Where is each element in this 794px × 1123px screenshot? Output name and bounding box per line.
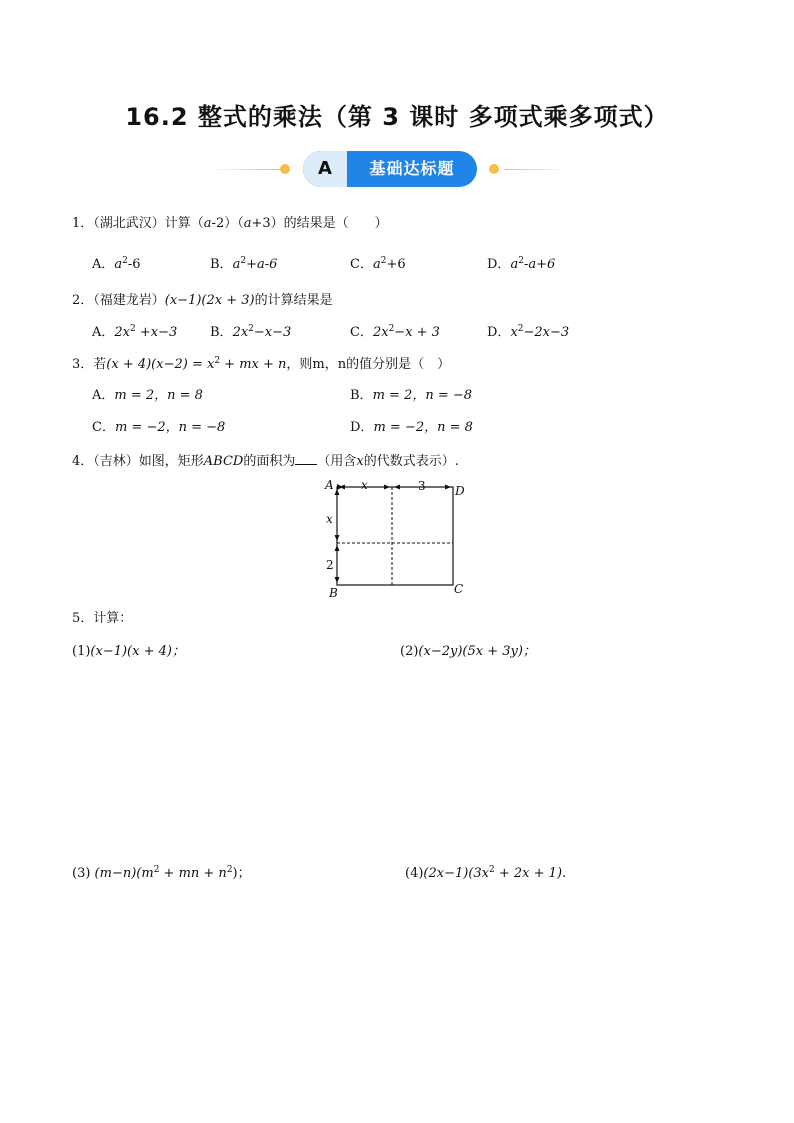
question-5-part-3: (3) $(m-n)(m^2$ + mn + $n^2$)； [72, 865, 251, 881]
question-3-stem: 3．若$(x + 4)(x-2) = x^2$ + mx + n，则m，n的值分别是（ ） [72, 356, 451, 372]
vertex-c-label: C [454, 582, 464, 596]
question-1-option-a: A．$a^2-6$ [92, 256, 141, 272]
question-1-stem: 1．（湖北武汉）计算（a-2）（a+3）的结果是（ ） [72, 216, 388, 231]
side-2-label: 2 [326, 558, 334, 572]
side-x-label: x [326, 512, 333, 526]
top-arrowhead-2 [384, 485, 390, 490]
question-2-option-b: B．$2x^2-x-3$ [210, 324, 292, 340]
section-header [0, 151, 794, 187]
vertex-a-label: A [325, 478, 334, 492]
question-1-option-d: D．$a^2-a+6$ [487, 256, 556, 272]
question-5-part-4: $(4)(2x-1)(3x^2 + 2x + 1)$. [405, 865, 567, 881]
question-1-option-c: C．$a^2+6$ [350, 256, 406, 272]
rectangle-outline [337, 487, 453, 585]
section-left-dot [280, 164, 290, 174]
question-5-part-1: (1)(x−1)(x + 4)； [72, 644, 185, 659]
answer-blank [295, 452, 317, 465]
top-arrowhead-3 [394, 485, 400, 490]
question-5-part-2: (2)(x−2y)(5x + 3y)； [400, 644, 536, 659]
question-2-option-d: D．$x^2-2x-3$ [487, 324, 570, 340]
section-right-dot [489, 164, 499, 174]
section-letter: A [303, 151, 347, 187]
question-3-option-d: D．m = −2，n = 8 [350, 420, 473, 435]
vertex-d-label: D [455, 484, 465, 498]
section-right-line [505, 169, 567, 170]
top-arrowhead-4 [445, 485, 451, 490]
section-badge [303, 151, 477, 187]
question-2-stem: 2．（福建龙岩）(x−1)(2x + 3)的计算结果是 [72, 293, 333, 308]
side-arrowhead-2 [335, 535, 340, 541]
side-arrowhead-3 [335, 545, 340, 551]
side-arrowhead-4 [335, 577, 340, 583]
question-4-stem: 4．（吉林）如图，矩形ABCD的面积为 （用含x的代数式表示）. [72, 454, 459, 469]
question-5-stem: 5．计算： [72, 611, 133, 626]
top-arrowhead-1 [339, 485, 345, 490]
question-3-option-c: C．m = −2，n = −8 [92, 420, 226, 435]
question-2-option-c: C．$2x^2-x + 3$ [350, 324, 440, 340]
question-3-option-a: A．m = 2，n = 8 [92, 388, 203, 403]
side-arrowhead-1 [335, 489, 340, 495]
top-x-label: x [361, 478, 368, 492]
rectangle-figure [322, 477, 472, 602]
top-3-label: 3 [418, 479, 426, 493]
question-1-option-b: B．$a^2+a-6$ [210, 256, 278, 272]
section-left-line [210, 169, 280, 170]
section-label: 基础达标题 [369, 159, 455, 178]
vertex-b-label: B [329, 586, 338, 600]
page-title: 16.2 整式的乘法（第 3 课时 多项式乘多项式） [125, 103, 669, 131]
question-3-option-b: B．m = 2，n = −8 [350, 388, 473, 403]
question-2-option-a: A．$2x^2 +x-3$ [92, 324, 178, 340]
